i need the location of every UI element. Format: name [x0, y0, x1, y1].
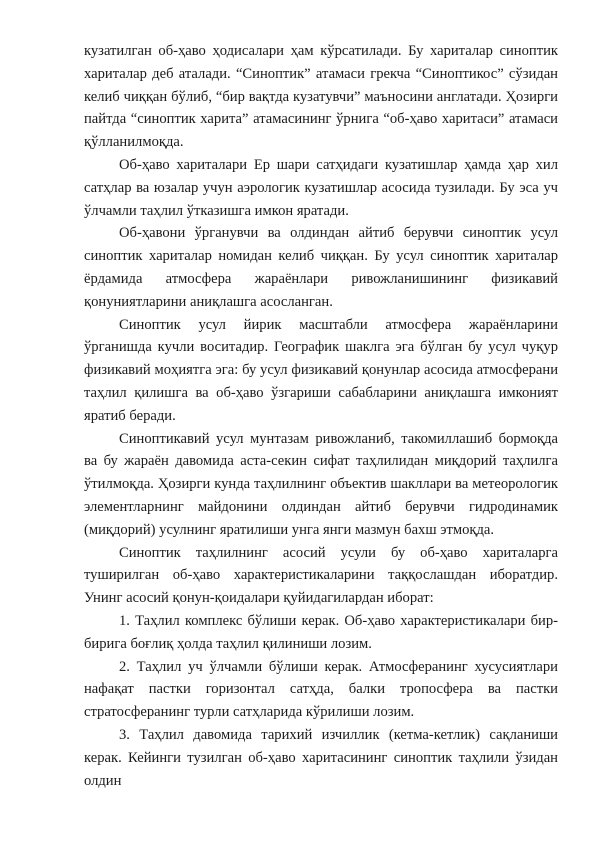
paragraph-method-strength: Синоптик усул йирик масштабли атмосфера жараёнларини ўрганишда кучли воситадир. Географик шаклга эга бўлган бу усул чуқур физикавий моҳиятга эга: бу усул физикавий қонунлар асосида атмосферани таҳлил қилишга ва об-ҳаво ўзгариши сабабларини аниқлашга имконият яратиб беради. [84, 316, 558, 424]
paragraph-analysis-rules-intro: Синоптик таҳлилнинг асосий усули бу об-ҳаво хариталарга туширилган об-ҳаво характеристикаларини таққослашдан иборатдир. Унинг асосий қонун-қоидалари қуйидагилардан иборат: [84, 544, 558, 607]
rule-item-3: 3. Таҳлил давомида тарихий изчиллик (кетма-кетлик) сақланиши керак. Кейинги тузилган об-ҳаво харитасининг синоптик таҳлили ўзидан олдин [84, 726, 558, 789]
paragraph-method-development: Синоптикавий усул мунтазам ривожланиб, такомиллашиб бормоқда ва бу жараён давомида аста-секин сифат таҳлилидан миқдорий таҳлилга ўтилмоқда. Ҳозирги кунда таҳлилнинг объектив шакллари ва метеорологик элементларнинг майдонини олдиндан айтиб берувчи гидродинамик (миқдорий) усулнинг яратилиши унга янги мазмун бахш этмоқда. [84, 430, 558, 538]
rule-item-1: 1. Таҳлил комплекс бўлиши керак. Об-ҳаво характеристикалари бир-бирига боғлиқ ҳолда таҳлил қилиниши лозим. [84, 612, 558, 652]
paragraph-synoptic-method: Об-ҳавони ўрганувчи ва олдиндан айтиб берувчи синоптик усул синоптик хариталар номидан келиб чиққан. Бу усул синоптик хариталар ёрдамида атмосфера жараёнлари ривожланишининг физикавий қонуниятларини аниқлашга асосланган. [84, 225, 558, 310]
paragraph-continuation: кузатилган об-ҳаво ҳодисалари ҳам кўрсатилади. Бу хариталар синоптик хариталар деб аталади. “Синоптик” атамаси грекча “Синоптикос” сўзидан келиб чиққан бўлиб, “бир вақтда кузатувчи” маъносини англатади. Ҳозирги пайтда “синоптик харита” атамасининг ўрнига “об-ҳаво харитаси” атамаси қўлланилмоқда. [84, 43, 558, 151]
rule-item-2: 2. Таҳлил уч ўлчамли бўлиши керак. Атмосферанинг хусусиятлари нафақат пастки горизонтал сатҳда, балки тропосфера ва пастки стратосферанинг турли сатҳларида кўрилиши лозим. [84, 658, 558, 721]
document-page [84, 40, 558, 792]
paragraph-weather-maps: Об-ҳаво хариталари Ер шари сатҳидаги кузатишлар ҳамда ҳар хил сатҳлар ва юзалар учун аэрологик кузатишлар асосида тузилади. Бу эса уч ўлчамли таҳлил ўтказишга имкон яратади. [84, 156, 558, 219]
